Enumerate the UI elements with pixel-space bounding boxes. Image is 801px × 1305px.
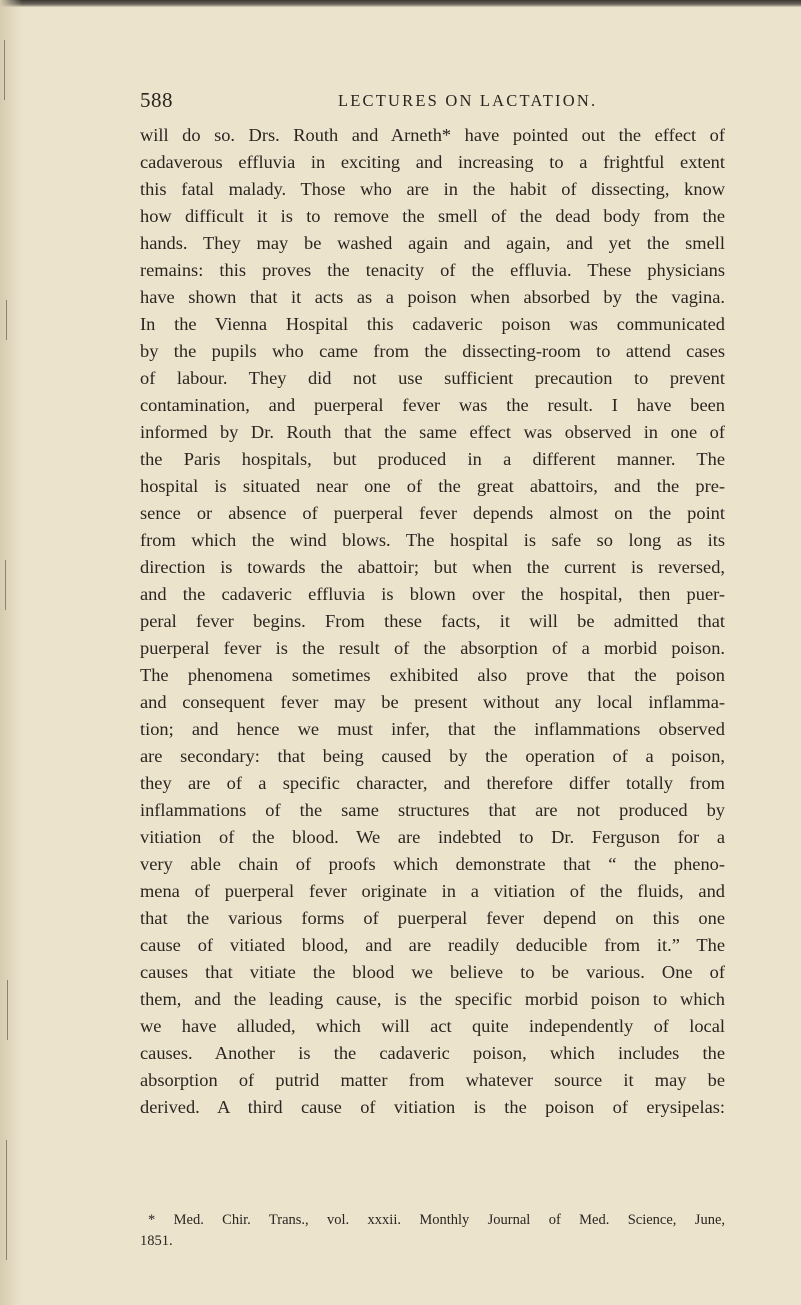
text-line: and the cadaveric effluvia is blown over the hospital, then puer- xyxy=(140,584,725,604)
text-line: The phenomena sometimes exhibited also prove that the poison xyxy=(140,665,725,685)
text-line: how difficult it is to remove the smell of the dead body from the xyxy=(140,206,725,226)
footnote-line: 1851. xyxy=(140,1233,173,1249)
text-line: will do so. Drs. Routh and Arneth* have pointed out the effect of xyxy=(140,125,725,145)
text-line: causes that vitiate the blood we believe to be various. One of xyxy=(140,962,725,982)
text-line: mena of puerperal fever originate in a vitiation of the fluids, and xyxy=(140,881,725,901)
text-line: remains: this proves the tenacity of the effluvia. These physicians xyxy=(140,260,725,280)
text-line: have shown that it acts as a poison when absorbed by the vagina. xyxy=(140,287,725,307)
body-text xyxy=(140,122,725,1121)
text-line: from which the wind blows. The hospital is safe so long as its xyxy=(140,530,725,550)
text-line: direction is towards the abattoir; but when the current is reversed, xyxy=(140,557,725,577)
text-line: puerperal fever is the result of the absorption of a morbid poison. xyxy=(140,638,725,658)
text-line: that the various forms of puerperal fever depend on this one xyxy=(140,908,725,928)
running-head xyxy=(140,88,720,114)
text-line: absorption of putrid matter from whatever source it may be xyxy=(140,1070,725,1090)
text-line: and consequent fever may be present without any local inflamma- xyxy=(140,692,725,712)
text-line: inflammations of the same structures that are not produced by xyxy=(140,800,725,820)
text-line: very able chain of proofs which demonstrate that “ the pheno- xyxy=(140,854,725,874)
text-line: this fatal malady. Those who are in the habit of dissecting, know xyxy=(140,179,725,199)
text-line: them, and the leading cause, is the specific morbid poison to which xyxy=(140,989,725,1009)
footnote xyxy=(140,1210,725,1252)
text-line: cadaverous effluvia in exciting and increasing to a frightful extent xyxy=(140,152,725,172)
text-line: cause of vitiated blood, and are readily deducible from it.” The xyxy=(140,935,725,955)
text-line: of labour. They did not use sufficient precaution to prevent xyxy=(140,368,725,388)
text-line: by the pupils who came from the dissecting-room to attend cases xyxy=(140,341,725,361)
text-line: hands. They may be washed again and again, and yet the smell xyxy=(140,233,725,253)
text-line: contamination, and puerperal fever was the result. I have been xyxy=(140,395,725,415)
text-line: tion; and hence we must infer, that the inflammations observed xyxy=(140,719,725,739)
running-title: LECTURES ON LACTATION. xyxy=(338,91,598,110)
text-line: the Paris hospitals, but produced in a different manner. The xyxy=(140,449,725,469)
text-line: hospital is situated near one of the great abattoirs, and the pre- xyxy=(140,476,725,496)
text-line: they are of a specific character, and therefore differ totally from xyxy=(140,773,725,793)
text-line: vitiation of the blood. We are indebted to Dr. Ferguson for a xyxy=(140,827,725,847)
footnote-line: * Med. Chir. Trans., vol. xxxii. Monthly Journal of Med. Science, June, xyxy=(148,1212,725,1228)
text-line: derived. A third cause of vitiation is the poison of erysipelas: xyxy=(140,1097,725,1117)
text-line: are secondary: that being caused by the operation of a poison, xyxy=(140,746,725,766)
text-line: causes. Another is the cadaveric poison, which includes the xyxy=(140,1043,725,1063)
text-line: we have alluded, which will act quite independently of local xyxy=(140,1016,725,1036)
text-line: In the Vienna Hospital this cadaveric poison was communicated xyxy=(140,314,725,334)
text-line: informed by Dr. Routh that the same effect was observed in one of xyxy=(140,422,725,442)
text-line: sence or absence of puerperal fever depends almost on the point xyxy=(140,503,725,523)
text-line: peral fever begins. From these facts, it will be admitted that xyxy=(140,611,725,631)
page-number: 588 xyxy=(140,88,173,112)
